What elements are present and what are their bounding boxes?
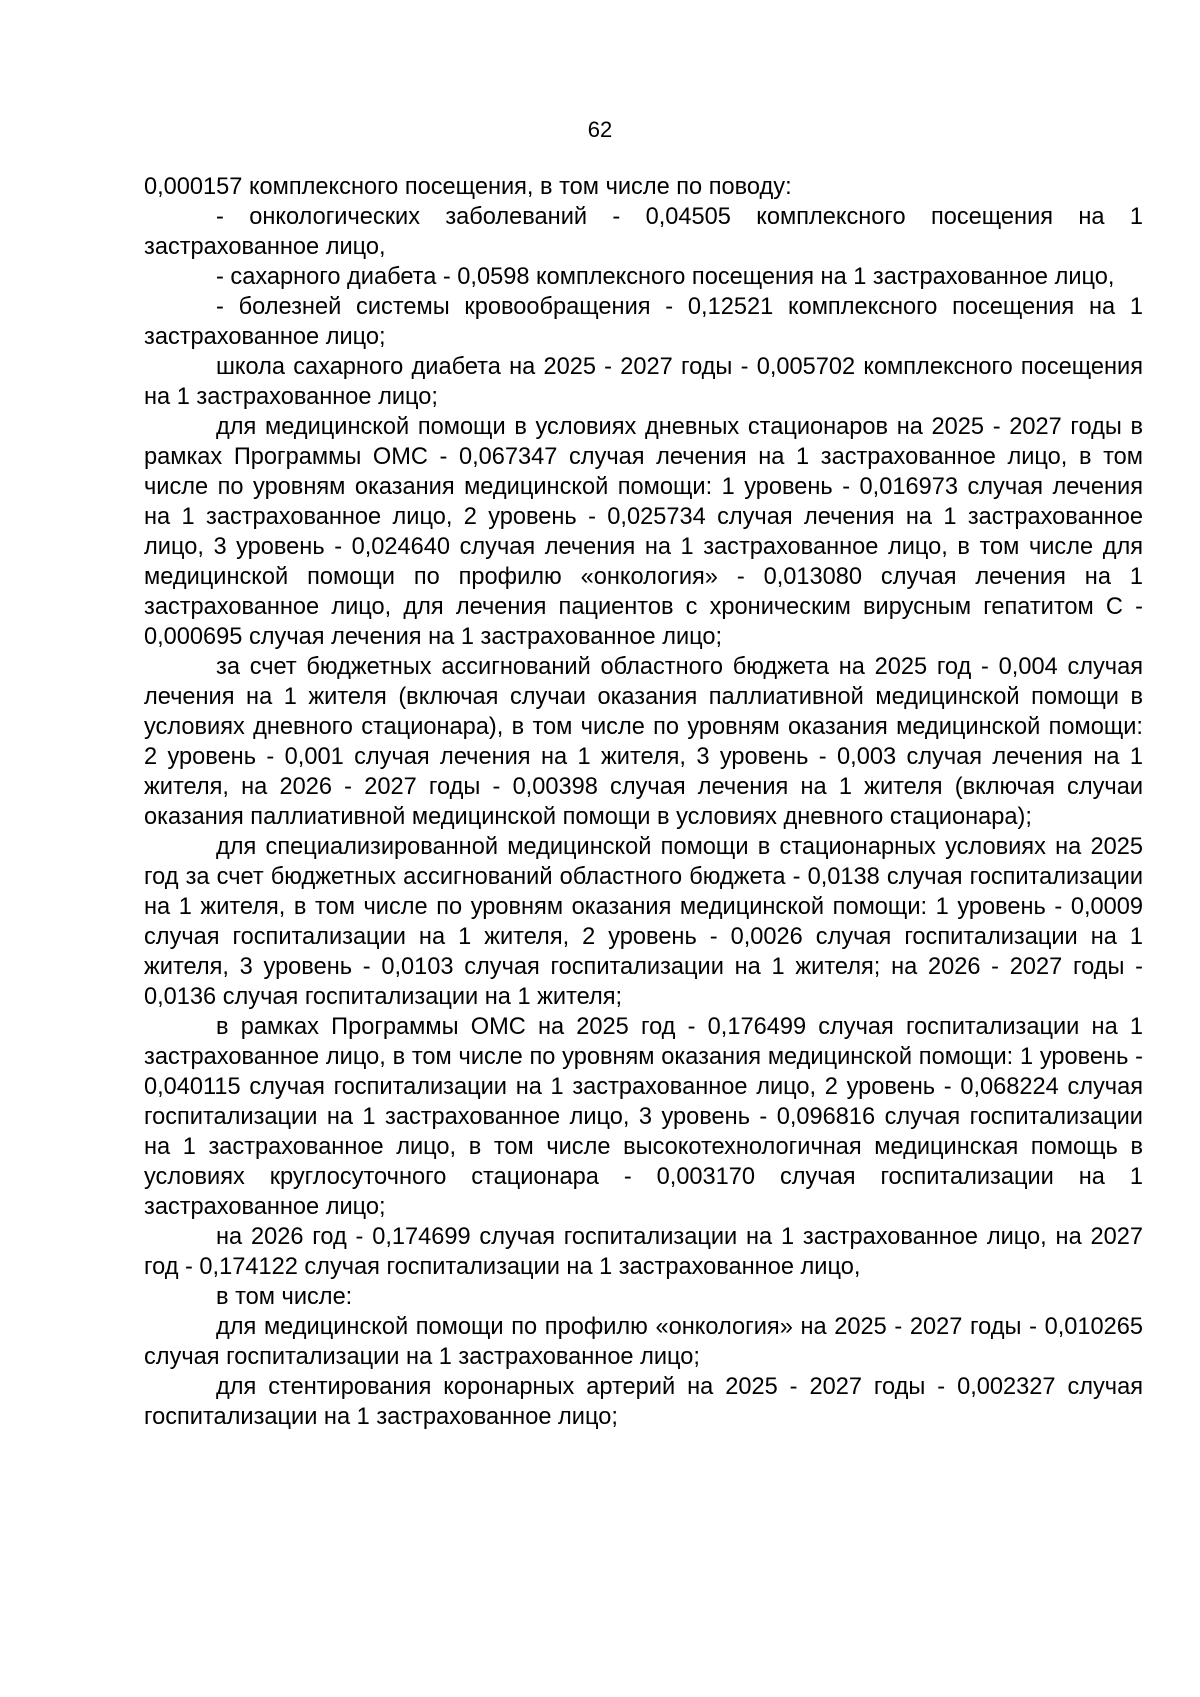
paragraph-continuation: 0,000157 комплексного посещения, в том числе по поводу: bbox=[144, 174, 792, 200]
page-number: 62 bbox=[587, 117, 613, 142]
paragraph-specialized-care-regional-budget: для специализированной медицинской помощи в стационарных условиях на 2025 год за счет бюджетных ассигнований областного бюджета - 0,0138 случая госпитализации на 1 жителя, в том числе по уровням оказания медицинской помощи: 1 уровень - 0,0009 случая госпитализации на 1 жителя, 2 уровень - 0,0026 случая госпитализации на 1 жителя, 3 уровень - 0,0103 случая госпитализации на 1 жителя; на 2026 - 2027 годы - 0,0136 случая госпитализации на 1 жителя; bbox=[144, 834, 1143, 1010]
paragraph-diabetes-school: школа сахарного диабета на 2025 - 2027 годы - 0,005702 комплексного посещения на 1 застрахованное лицо; bbox=[144, 354, 1143, 410]
paragraph-day-hospital-oms: для медицинской помощи в условиях дневных стационаров на 2025 - 2027 годы в рамках Программы ОМС - 0,067347 случая лечения на 1 застрахованное лицо, в том числе по уровням оказания медицинской помощи: 1 уровень - 0,016973 случая лечения на 1 застрахованное лицо, 2 уровень - 0,025734 случая лечения на 1 застрахованное лицо, 3 уровень - 0,024640 случая лечения на 1 застрахованное лицо, в том числе для медицинской помощи по профилю «онкология» - 0,013080 случая лечения на 1 застрахованное лицо, для лечения пациентов с хроническим вирусным гепатитом С - 0,000695 случая лечения на 1 застрахованное лицо; bbox=[144, 414, 1143, 650]
list-item-circulatory: - болезней системы кровообращения - 0,12521 комплексного посещения на 1 застрахованное лицо; bbox=[144, 294, 1143, 350]
paragraph-day-hospital-regional-budget: за счет бюджетных ассигнований областного бюджета на 2025 год - 0,004 случая лечения на 1 жителя (включая случаи оказания паллиативной медицинской помощи в условиях дневного стационара), в том числе по уровням оказания медицинской помощи: 2 уровень - 0,001 случая лечения на 1 жителя, 3 уровень - 0,003 случая лечения на 1 жителя, на 2026 - 2027 годы - 0,00398 случая лечения на 1 жителя (включая случаи оказания паллиативной медицинской помощи в условиях дневного стационара); bbox=[144, 654, 1143, 830]
list-item-oncology: - онкологических заболеваний - 0,04505 комплексного посещения на 1 застрахованное лицо, bbox=[144, 204, 1143, 260]
paragraph-coronary-stenting: для стентирования коронарных артерий на 2025 - 2027 годы - 0,002327 случая госпитализации на 1 застрахованное лицо; bbox=[144, 1374, 1143, 1430]
paragraph-oms-hospitalization-2026-2027: на 2026 год - 0,174699 случая госпитализации на 1 застрахованное лицо, на 2027 год - 0,174122 случая госпитализации на 1 застрахованное лицо, bbox=[144, 1224, 1143, 1280]
paragraph-oncology-profile: для медицинской помощи по профилю «онкология» на 2025 - 2027 годы - 0,010265 случая госпитализации на 1 застрахованное лицо; bbox=[144, 1314, 1143, 1370]
document-body bbox=[144, 172, 1143, 1432]
paragraph-oms-hospitalization-2025: в рамках Программы ОМС на 2025 год - 0,176499 случая госпитализации на 1 застрахованное лицо, в том числе по уровням оказания медицинской помощи: 1 уровень - 0,040115 случая госпитализации на 1 застрахованное лицо, 2 уровень - 0,068224 случая госпитализации на 1 застрахованное лицо, 3 уровень - 0,096816 случая госпитализации на 1 застрахованное лицо, в том числе высокотехнологичная медицинская помощь в условиях круглосуточного стационара - 0,003170 случая госпитализации на 1 застрахованное лицо; bbox=[144, 1014, 1143, 1220]
list-item-diabetes: - сахарного диабета - 0,0598 комплексного посещения на 1 застрахованное лицо, bbox=[216, 264, 1115, 290]
paragraph-including: в том числе: bbox=[216, 1284, 353, 1310]
